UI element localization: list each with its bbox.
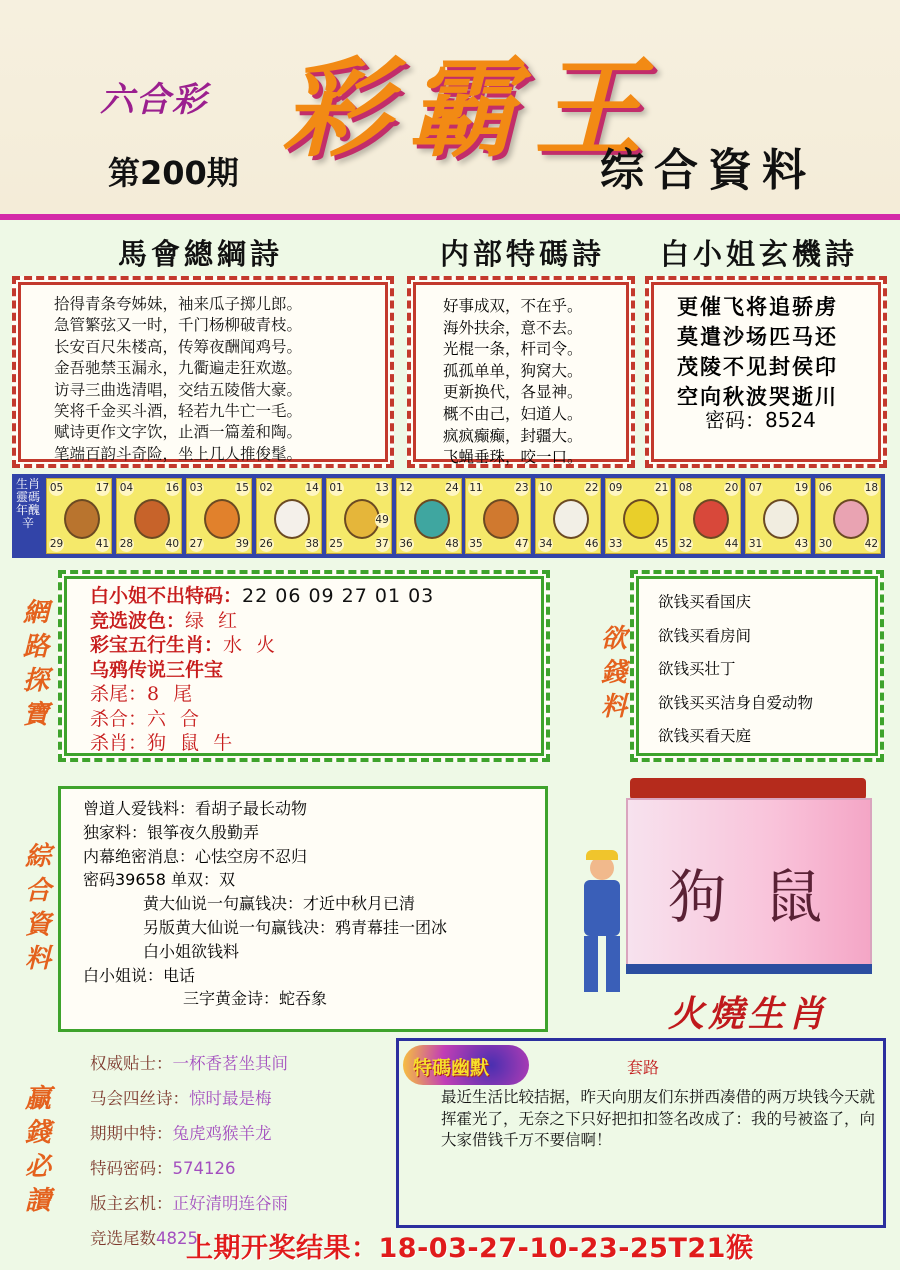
compre-label: 綜合資料 [24, 842, 51, 974]
header-divider [0, 214, 900, 220]
zodiac-number: 14 [305, 482, 319, 494]
win-row-key: 特码密码： [90, 1159, 173, 1178]
web-row [90, 731, 434, 756]
humor-text: 最近生活比较拮据，昨天向朋友们东拼西凑借的两万块钱今天就挥霍光了，无奈之下只好把扣扣签名改成了：我的号被盗了，向大家借钱千万不要信啊！ [441, 1088, 876, 1149]
zodiac-cell [396, 478, 462, 554]
win-row-value: 兔虎鸡猴羊龙 [172, 1124, 272, 1143]
web-row-key: 乌鸦传说三件宝 [90, 658, 224, 681]
zodiac-cell [186, 478, 252, 554]
win-row [90, 1151, 288, 1186]
compre-row: 另版黄大仙说一句赢钱决：鸦青幕挂一团冰 [143, 917, 448, 937]
last-draw-result: 上期开奖结果：18-03-27-10-23-25T21猴 [186, 1233, 754, 1264]
poem-line: 金吾驰禁玉漏永，九衢遍走狂欢遨。 [54, 359, 303, 378]
zodiac-number: 43 [794, 538, 809, 550]
painter-leg-left [584, 936, 598, 992]
web-row [90, 609, 434, 634]
poem-line: 莫遣沙场匹马还 [677, 324, 838, 349]
zodiac-number: 31 [748, 538, 763, 550]
zodiac-animal-icon [274, 499, 310, 539]
web-row-key: 杀尾： [90, 683, 148, 705]
humor-badge [403, 1045, 529, 1085]
money-label: 欲錢料 [600, 624, 627, 722]
zodiac-number: 23 [515, 482, 529, 494]
issue-number: 第200期 [108, 154, 239, 192]
zodiac-number: 26 [259, 538, 273, 550]
zodiac-number: 17 [95, 482, 110, 494]
poem-line: 访寻三曲选清唱，交结五陵偕大豪。 [54, 380, 303, 399]
win-label: 贏錢必讀 [24, 1084, 51, 1216]
zodiac-number: 24 [445, 482, 459, 494]
billboard-base [626, 964, 872, 974]
humor-badge-text: 特碼幽默 [413, 1057, 490, 1079]
poem-line: 拾得青条夸姊妹，袖来瓜子掷儿郎。 [54, 295, 303, 313]
humor-box [396, 1038, 886, 1228]
poem-line: 海外扶余，意不去。 [443, 318, 583, 337]
win-row-key: 期期中特： [90, 1124, 173, 1143]
win-row-key: 竞选尾数 [90, 1229, 156, 1248]
miss-bai-poem-heading: 白小姐玄機詩 [660, 237, 859, 271]
zodiac-number: 46 [585, 538, 599, 550]
zodiac-cell [535, 478, 601, 554]
zodiac-number: 11 [469, 482, 483, 494]
zodiac-number: 10 [539, 482, 553, 494]
win-row-value: 惊时最是梅 [189, 1089, 272, 1108]
zodiac-animal-icon [693, 499, 729, 539]
win-row-value: 4825 [156, 1229, 198, 1248]
web-row-value: 水 火 [223, 634, 280, 656]
zodiac-number: 16 [165, 482, 180, 494]
compre-row: 内幕绝密消息：心怯空房不忍归 [83, 846, 308, 866]
zodiac-animal-icon [204, 499, 240, 539]
web-row-key: 竞选波色： [90, 609, 186, 632]
money-box [630, 570, 884, 762]
zodiac-number: 35 [469, 538, 483, 550]
zodiac-number: 08 [678, 482, 693, 494]
zodiac-cell [465, 478, 531, 554]
logo-title: 彩霸王 [282, 46, 661, 172]
zodiac-number: 27 [189, 538, 203, 550]
zodiac-number: 42 [864, 538, 879, 550]
web-row [90, 707, 434, 732]
poem-line: 更催飞将追骄虏 [677, 294, 838, 319]
web-row [90, 633, 434, 658]
compre-row: 三字黄金诗：蛇吞象 [183, 989, 328, 1009]
compre-row: 密码39658 单双：双 [83, 870, 235, 890]
fire-zodiac-caption: 火燒生肖 [668, 993, 829, 1035]
zodiac-cell [675, 478, 741, 554]
miss-bai-code-label: 密码： [705, 408, 765, 432]
poem-line: 好事成双，不在乎。 [443, 297, 583, 315]
web-row [90, 658, 434, 683]
zodiac-strip [12, 474, 885, 558]
zodiac-animal-icon [763, 499, 799, 539]
compre-rows [83, 797, 447, 1011]
zodiac-number: 36 [399, 538, 413, 550]
money-row: 欲钱买看国庆 [658, 593, 752, 611]
zodiac-number: 02 [259, 482, 273, 494]
win-row [90, 1116, 288, 1151]
compre-title: 综合資料 [600, 145, 816, 196]
poem-line: 光棍一条，杆司令。 [443, 340, 583, 359]
zodiac-number: 29 [49, 538, 64, 550]
money-row: 欲钱买买洁身自爱动物 [658, 693, 814, 712]
web-treasure-label: 網路探寶 [22, 598, 49, 730]
zodiac-cell [256, 478, 322, 554]
web-row-key: 白小姐不出特码： [90, 585, 243, 607]
win-row-key: 权威贴士： [90, 1054, 173, 1073]
humor-title: 套路 [627, 1058, 660, 1077]
web-row [90, 584, 434, 609]
zodiac-number: 48 [445, 538, 459, 550]
compre-row: 白小姐欲钱料 [143, 941, 240, 961]
zodiac-number: 28 [119, 538, 134, 550]
win-row [90, 1081, 288, 1116]
billboard [626, 778, 872, 980]
web-row-value: 22 06 09 27 01 03 [242, 585, 435, 607]
inside-poem-box [407, 276, 635, 468]
zodiac-number: 01 [329, 482, 343, 494]
zodiac-number: 45 [655, 538, 669, 550]
poem-line: 更新换代，各显神。 [443, 383, 583, 402]
poem-line: 飞蝇垂珠，咬一口。 [443, 448, 583, 467]
web-row-value: 绿 红 [185, 609, 242, 632]
zodiac-number: 41 [95, 538, 110, 550]
web-row-value: 六 合 [147, 707, 204, 730]
zodiac-number: 13 [375, 482, 389, 494]
billboard-text: 狗 鼠 [668, 863, 833, 931]
zodiac-number: 30 [818, 538, 833, 550]
compre-row: 黄大仙说一句赢钱决：才近中秋月已清 [143, 894, 416, 914]
zodiac-number: 18 [864, 482, 879, 494]
zodiac-animal-icon [623, 499, 659, 539]
compre-row: 曾道人爱钱料：看胡子最长动物 [83, 799, 308, 818]
zodiac-number: 32 [678, 538, 693, 550]
horse-poem-lines [54, 294, 302, 465]
money-row: 欲钱买看天庭 [658, 727, 752, 745]
zodiac-number: 05 [49, 482, 64, 494]
zodiac-number: 12 [399, 482, 413, 494]
money-row: 欲钱买看房间 [658, 626, 752, 645]
zodiac-number: 39 [235, 538, 249, 550]
zodiac-number: 06 [818, 482, 833, 494]
poem-line: 茂陵不见封侯印 [677, 354, 838, 379]
zodiac-animal-icon [64, 499, 100, 539]
money-row: 欲钱买壮丁 [658, 660, 736, 678]
zodiac-number: 22 [585, 482, 599, 494]
zodiac-number: 37 [375, 538, 389, 550]
horse-poem-box [12, 276, 394, 468]
miss-bai-poem-box [645, 276, 887, 468]
zodiac-number: 47 [515, 538, 529, 550]
inside-poem-heading: 内部特碼詩 [440, 237, 606, 271]
web-row [90, 682, 434, 707]
poem-line: 笔端百韵斗奇险，坐上几人推俊髦。 [54, 444, 303, 463]
win-row-value: 正好清明连谷雨 [172, 1194, 288, 1213]
poem-line: 长安百尺朱楼高，传筹夜酬闻鸡号。 [54, 337, 303, 356]
compre-box [58, 786, 548, 1032]
zodiac-animal-icon [483, 499, 519, 539]
miss-bai-code [705, 404, 816, 433]
zodiac-number: 15 [235, 482, 249, 494]
win-row [90, 1186, 288, 1221]
win-row-key: 版主玄机： [90, 1194, 173, 1213]
painter-leg-right [606, 936, 620, 992]
painter-figure [570, 850, 640, 1000]
money-rows [658, 586, 813, 754]
zodiac-number: 38 [305, 538, 319, 550]
horse-poem-heading: 馬會總綱詩 [118, 237, 284, 271]
win-row [90, 1046, 288, 1081]
zodiac-number: 44 [724, 538, 739, 550]
miss-bai-poem-lines [677, 292, 838, 412]
zodiac-animal-icon [833, 499, 869, 539]
miss-bai-code-value: 8524 [765, 408, 816, 432]
win-row-value: 一杯香茗坐其间 [172, 1054, 288, 1073]
zodiac-number: 34 [539, 538, 553, 550]
zodiac-cell [745, 478, 811, 554]
win-row-value: 574126 [172, 1159, 236, 1178]
web-row-value: 狗 鼠 牛 [147, 732, 237, 754]
web-treasure-rows [90, 584, 434, 756]
zodiac-number: 21 [655, 482, 669, 494]
zodiac-number: 03 [189, 482, 203, 494]
poem-line: 赋诗更作文字饮，止酒一篇羞和陶。 [54, 423, 303, 442]
poem-line: 疯疯癫癫，封疆大。 [443, 426, 583, 445]
zodiac-cell [116, 478, 182, 554]
zodiac-animal-icon [414, 499, 450, 539]
zodiac-number: 09 [609, 482, 623, 494]
zodiac-cell [605, 478, 671, 554]
poem-line: 笑将千金买斗酒，轻若九牛亡一毛。 [54, 402, 303, 421]
web-treasure-box [58, 570, 550, 762]
poem-line: 概不由己，妇道人。 [443, 404, 583, 423]
zodiac-number: 19 [794, 482, 809, 494]
billboard-lamp-bar [630, 778, 866, 800]
zodiac-cell [326, 478, 392, 554]
zodiac-animal-icon [553, 499, 589, 539]
zodiac-number: 49 [375, 514, 389, 526]
inside-poem-lines [443, 296, 583, 469]
zodiac-animal-icon [134, 499, 170, 539]
zodiac-cell [815, 478, 881, 554]
zodiac-legend: 生肖靈碼 年醜辛 [15, 477, 40, 530]
zodiac-number: 40 [165, 538, 180, 550]
painter-body [584, 880, 620, 936]
painter-cap [586, 850, 618, 860]
zodiac-number: 07 [748, 482, 763, 494]
poem-line: 急管繁弦又一时，千门杨柳破青枝。 [54, 316, 303, 335]
brand-subtitle: 六合彩 [100, 80, 208, 120]
zodiac-number: 04 [119, 482, 134, 494]
compre-row: 白小姐说：电话 [83, 965, 196, 985]
web-row-value: 8 尾 [147, 683, 197, 705]
poem-line: 孤孤单单，狗窝大。 [443, 361, 583, 380]
poem-line: 空向秋波哭逝川 [677, 384, 838, 409]
billboard-panel [626, 798, 872, 966]
web-row-key: 彩宝五行生肖： [90, 634, 224, 656]
zodiac-number: 33 [609, 538, 623, 550]
zodiac-cell [46, 478, 112, 554]
win-row-key: 马会四丝诗： [90, 1089, 189, 1108]
zodiac-number: 25 [329, 538, 343, 550]
web-row-key: 杀肖： [90, 732, 148, 754]
win-rows [90, 1046, 288, 1256]
web-row-key: 杀合： [90, 707, 148, 730]
zodiac-number: 20 [724, 482, 739, 494]
compre-row: 独家料：银筝夜久殷勤弄 [83, 822, 260, 842]
